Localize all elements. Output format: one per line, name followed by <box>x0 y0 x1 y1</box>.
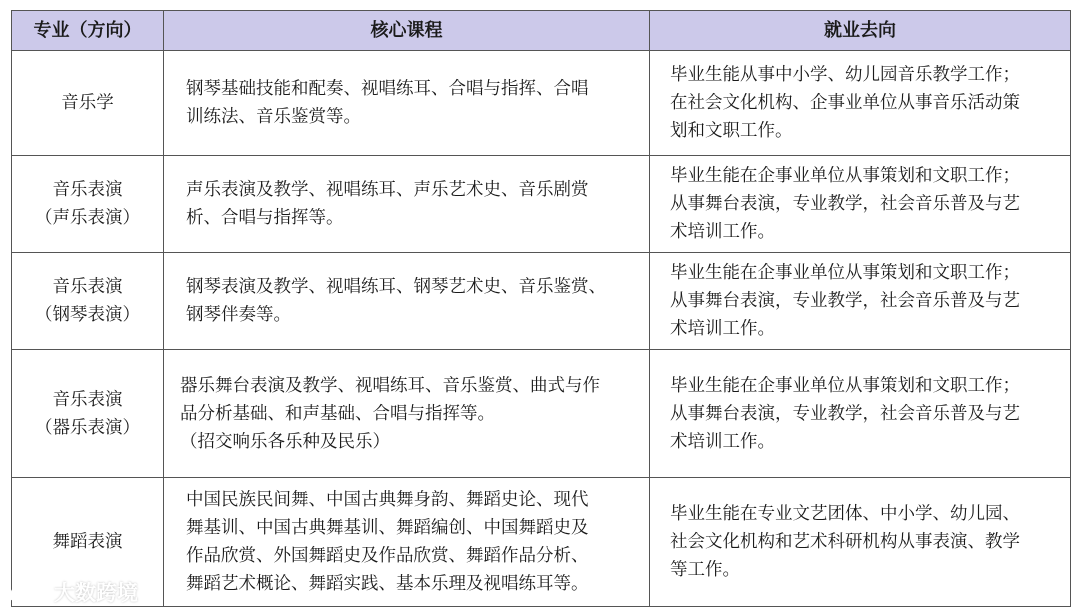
career-line: 毕业生能在企事业单位从事策划和文职工作； <box>670 263 1020 283</box>
career-line: 毕业生能在企事业单位从事策划和文职工作； <box>670 166 1020 186</box>
major-line: （器乐表演） <box>35 417 140 438</box>
header-courses-label: 核心课程 <box>370 19 443 41</box>
career-line: 等工作。 <box>670 560 740 580</box>
course-cell <box>164 350 650 478</box>
career-cell <box>650 51 1070 156</box>
course-cell <box>164 156 650 253</box>
header-major <box>12 11 164 51</box>
course-line: 器乐舞台表演及教学、视唱练耳、音乐鉴赏、曲式与作 <box>180 375 600 396</box>
major-cell <box>12 156 164 253</box>
header-career-label: 就业去向 <box>824 19 896 41</box>
major-line: 音乐表演 <box>52 277 123 297</box>
major-line: （钢琴表演） <box>35 305 140 325</box>
course-line: 训练法、音乐鉴赏等。 <box>186 107 361 127</box>
career-cell <box>650 156 1070 253</box>
course-line: 舞蹈艺术概论、舞蹈实践、基本乐理及视唱练耳等。 <box>186 574 589 594</box>
career-line: 毕业生能从事中小学、幼儿园音乐教学工作； <box>670 65 1020 85</box>
major-cell <box>12 350 164 478</box>
course-line: （招交响乐各乐种及民乐） <box>180 431 390 452</box>
course-line: 钢琴表演及教学、视唱练耳、钢琴艺术史、音乐鉴赏、 <box>186 277 606 297</box>
major-cell <box>12 51 164 156</box>
career-line: 术培训工作。 <box>670 222 775 242</box>
watermark-text: 大数跨境 <box>54 581 138 605</box>
brand-logo-icon <box>8 579 48 605</box>
course-line: 钢琴伴奏等。 <box>186 305 291 325</box>
course-cell <box>164 478 650 606</box>
major-cell <box>12 253 164 350</box>
career-line: 社会文化机构和艺术科研机构从事表演、教学 <box>670 532 1020 552</box>
course-line: 舞基训、中国古典舞基训、舞蹈编创、中国舞蹈史及 <box>186 518 589 538</box>
course-line: 作品欣赏、外国舞蹈史及作品欣赏、舞蹈作品分析、 <box>186 546 589 566</box>
major-line: （声乐表演） <box>35 208 140 228</box>
header-major-label: 专业（方向） <box>33 19 142 41</box>
career-line: 划和文职工作。 <box>670 121 793 141</box>
career-line: 毕业生能在专业文艺团体、中小学、幼儿园、 <box>670 504 1020 524</box>
career-line: 术培训工作。 <box>670 319 775 339</box>
course-line: 品分析基础、和声基础、合唱与指挥等。 <box>180 403 495 424</box>
career-cell <box>650 478 1070 606</box>
course-line: 声乐表演及教学、视唱练耳、声乐艺术史、音乐剧赏 <box>186 180 589 200</box>
career-line: 从事舞台表演，专业教学，社会音乐普及与艺 <box>670 194 1020 214</box>
course-cell <box>164 253 650 350</box>
career-cell <box>650 350 1070 478</box>
course-line: 钢琴基础技能和配奏、视唱练耳、合唱与指挥、合唱 <box>186 79 589 99</box>
major-line: 音乐表演 <box>52 389 123 410</box>
major-line: 音乐学 <box>61 93 114 113</box>
header-career <box>650 11 1070 51</box>
career-line: 从事舞台表演，专业教学，社会音乐普及与艺 <box>670 403 1020 424</box>
career-line: 术培训工作。 <box>670 431 775 452</box>
career-line: 在社会文化机构、企事业单位从事音乐活动策 <box>670 93 1020 113</box>
majors-table <box>11 10 1071 607</box>
major-line: 音乐表演 <box>52 180 123 200</box>
course-line: 析、合唱与指挥等。 <box>186 208 344 228</box>
career-line: 毕业生能在企事业单位从事策划和文职工作； <box>670 375 1020 396</box>
career-cell <box>650 253 1070 350</box>
course-cell <box>164 51 650 156</box>
major-line: 舞蹈表演 <box>52 532 123 552</box>
course-line: 中国民族民间舞、中国古典舞身韵、舞蹈史论、现代 <box>186 490 589 510</box>
watermark <box>8 577 138 607</box>
career-line: 从事舞台表演，专业教学，社会音乐普及与艺 <box>670 291 1020 311</box>
header-courses <box>164 11 650 51</box>
